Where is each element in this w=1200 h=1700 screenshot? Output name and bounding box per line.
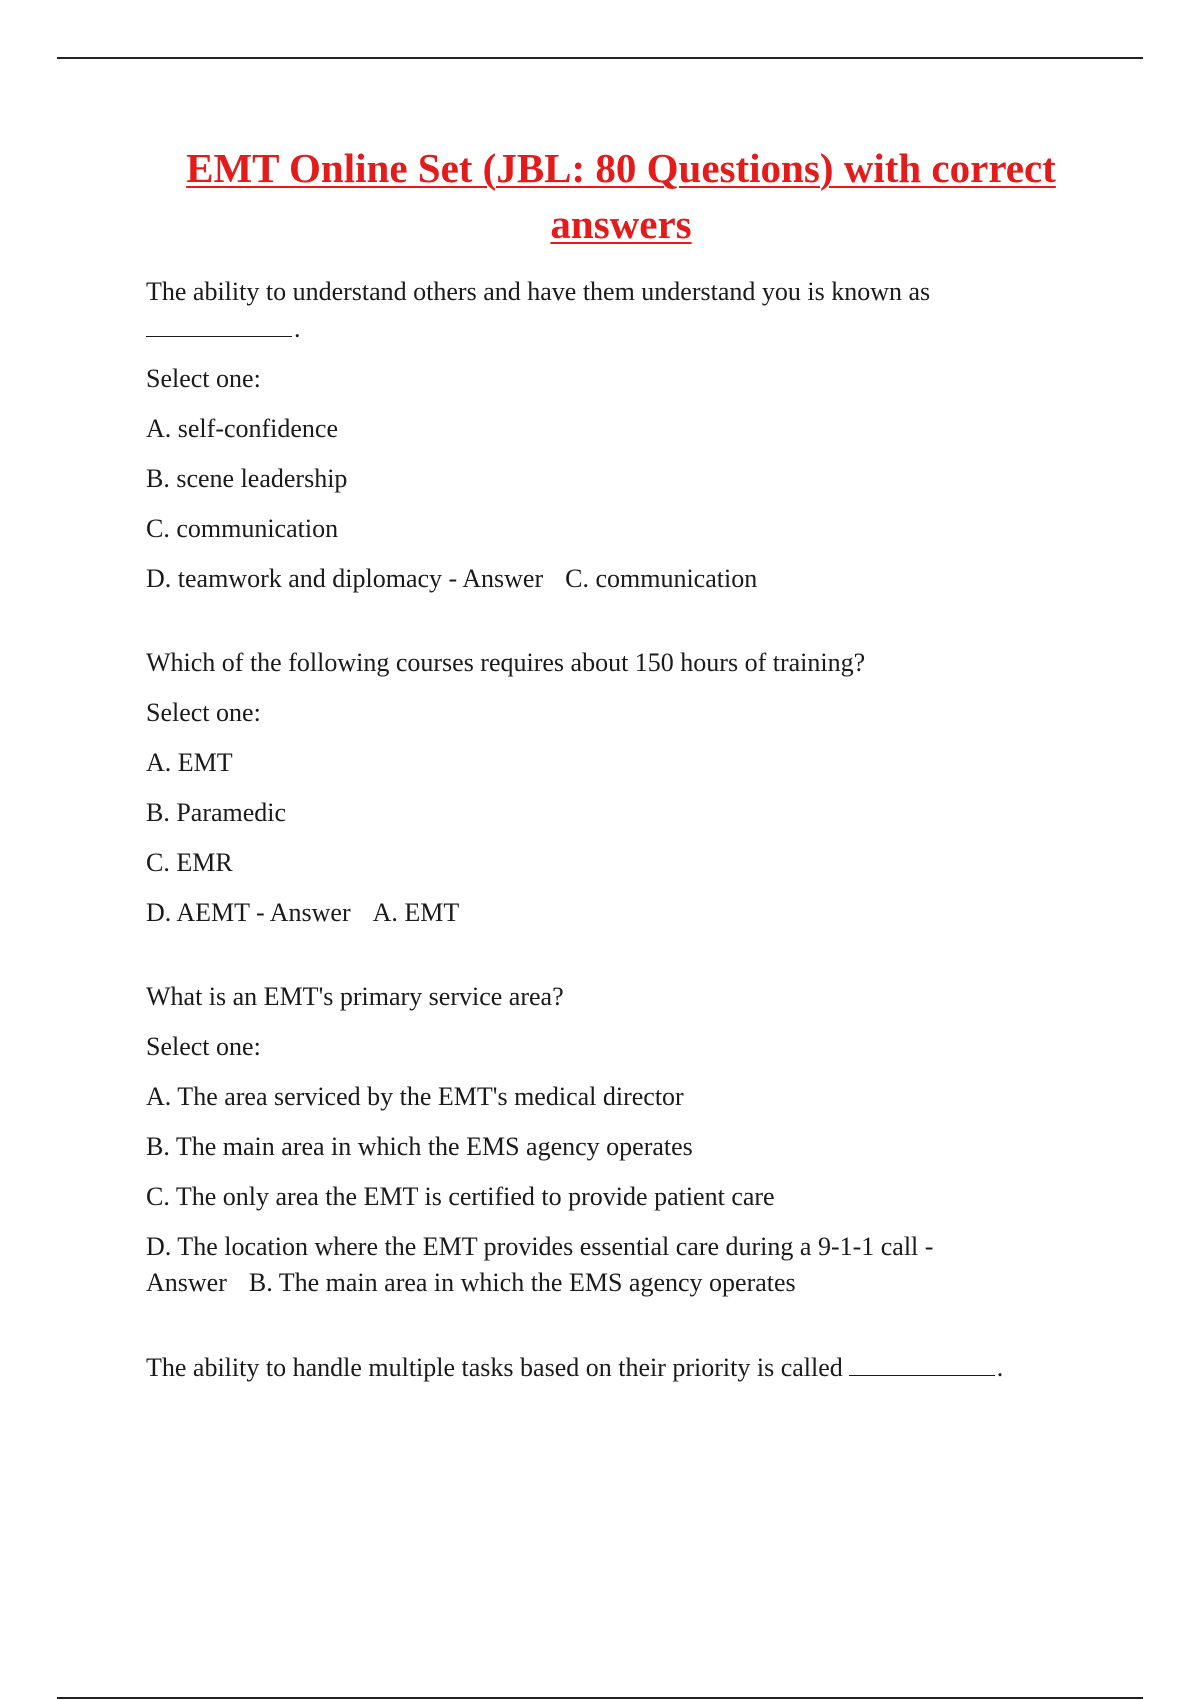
option-b: B. scene leadership	[146, 464, 348, 493]
question-1	[146, 274, 1096, 597]
title-line-1: EMT Online Set (JBL: 80 Questions) with correct	[186, 145, 1056, 191]
question-stem: The ability to handle multiple tasks based on their priority is called .	[146, 1349, 1096, 1386]
option-c: C. EMR	[146, 848, 233, 877]
option-d-with-answer	[146, 561, 1096, 597]
question-3	[146, 979, 1096, 1301]
correct-answer: A. EMT	[372, 898, 460, 927]
question-stem: What is an EMT's primary service area?	[146, 982, 564, 1011]
option-a: A. The area serviced by the EMT's medical director	[146, 1082, 684, 1111]
option-d: D. The location where the EMT provides essential care during a 9-1-1 call -	[146, 1232, 934, 1261]
option-a: A. EMT	[146, 748, 233, 777]
correct-answer: C. communication	[565, 564, 758, 593]
option-c: C. communication	[146, 514, 339, 543]
option-d: D. teamwork and diplomacy - Answer	[146, 564, 544, 593]
answer-blank	[849, 1349, 995, 1376]
document-title	[146, 140, 1096, 252]
document-body	[146, 140, 1096, 1400]
select-one-label: Select one:	[146, 698, 261, 727]
question-stem: Which of the following courses requires about 150 hours of training?	[146, 648, 866, 677]
select-one-label: Select one:	[146, 1032, 261, 1061]
option-d-with-answer	[146, 1229, 1096, 1301]
title-line-2: answers	[550, 201, 692, 247]
option-d-with-answer	[146, 895, 1096, 931]
question-4	[146, 1349, 1096, 1386]
select-one-label: Select one:	[146, 364, 261, 393]
bottom-rule	[57, 1697, 1143, 1699]
answer-blank	[146, 310, 292, 337]
top-rule	[57, 57, 1143, 59]
correct-answer: B. The main area in which the EMS agency operates	[248, 1268, 796, 1297]
option-a: A. self-confidence	[146, 414, 339, 443]
option-b: B. The main area in which the EMS agency operates	[146, 1132, 693, 1161]
answer-label: Answer	[146, 1268, 227, 1297]
option-b: B. Paramedic	[146, 798, 287, 827]
option-d: D. AEMT - Answer	[146, 898, 351, 927]
question-stem: The ability to understand others and have them understand you is known as .	[146, 277, 931, 343]
option-c: C. The only area the EMT is certified to provide patient care	[146, 1182, 775, 1211]
question-2	[146, 645, 1096, 931]
